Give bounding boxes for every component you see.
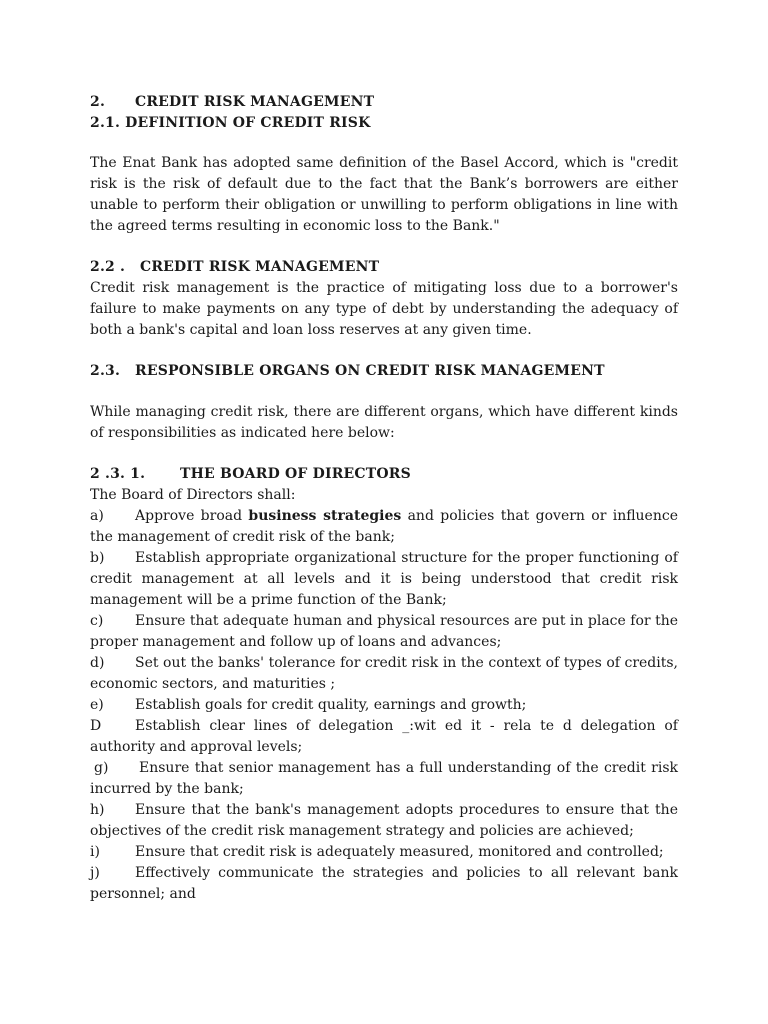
definition-paragraph: The Enat Bank has adopted same definition of the Basel Accord, which is "credit risk is the risk of default due to the fact that the Bank’s borrowers are either unable to perform their obligation or unwilling to perform obligations in line with the agreed terms resulting in economic loss to the Bank." [90, 155, 678, 234]
list-marker: j) [90, 865, 100, 881]
section-number: 2.2 . [90, 259, 126, 275]
list-item-c: c) Ensure that adequate human and physical resources are put in place for the proper management and follow up of loans and advances; [90, 613, 678, 650]
list-marker: b) [90, 550, 105, 566]
section-heading-2-3-1 [90, 464, 678, 485]
list-marker: g) [94, 760, 109, 776]
list-marker: e) [90, 697, 104, 713]
list-item-i: i) Ensure that credit risk is adequately measured, monitored and controlled; [90, 842, 678, 863]
list-item-h: h) Ensure that the bank's management adopts procedures to ensure that the objectives of the credit risk management strategy and policies are achieved; [90, 802, 678, 839]
list-marker: h) [90, 802, 105, 818]
responsible-organs-paragraph: While managing credit risk, there are different organs, which have different kinds of responsibilities as indicated here below: [90, 404, 678, 441]
credit-risk-management-paragraph: Credit risk management is the practice of mitigating loss due to a borrower's failure to make payments on any type of debt by understanding the adequacy of both a bank's capital and loan loss reserves at any given time. [90, 280, 678, 338]
section-heading-2 [90, 92, 678, 113]
list-item-g: g) Ensure that senior management has a full understanding of the credit risk incurred by the bank; [90, 760, 678, 797]
document-page [90, 92, 678, 905]
section-title: DEFINITION OF CREDIT RISK [125, 115, 371, 131]
section-title: THE BOARD OF DIRECTORS [180, 466, 411, 482]
list-marker: d) [90, 655, 105, 671]
section-number: 2 .3. 1. [90, 466, 146, 482]
board-intro: The Board of Directors shall: [90, 487, 296, 503]
section-title: RESPONSIBLE ORGANS ON CREDIT RISK MANAGEMENT [135, 363, 605, 379]
section-heading-2-3 [90, 361, 678, 382]
list-item-e: e) Establish goals for credit quality, earnings and growth; [90, 695, 678, 716]
section-heading-2-1 [90, 113, 678, 134]
section-title: CREDIT RISK MANAGEMENT [140, 259, 380, 275]
section-number: 2. [90, 94, 106, 110]
list-marker: i) [90, 844, 100, 860]
list-marker: D [90, 718, 102, 734]
section-title: CREDIT RISK MANAGEMENT [135, 94, 375, 110]
section-number: 2.1. [90, 115, 121, 131]
list-item-d: d) Set out the banks' tolerance for credit risk in the context of types of credits, economic sectors, and maturities ; [90, 655, 678, 692]
list-item-f: D Establish clear lines of delegation _:wit ed it - rela te d delegation of authority and approval levels; [90, 718, 678, 755]
list-marker: a) [90, 508, 104, 524]
list-marker: c) [90, 613, 104, 629]
section-number: 2.3. [90, 363, 121, 379]
section-heading-2-2 [90, 257, 678, 278]
list-item-a: a) Approve broad business strategies and policies that govern or influence the management of credit risk of the bank; [90, 508, 678, 545]
bold-phrase: business strategies [248, 508, 402, 524]
list-item-b: b) Establish appropriate organizational structure for the proper functioning of credit management at all levels and it is being understood that credit risk management will be a prime function of the Bank; [90, 550, 678, 608]
list-item-j: j) Effectively communicate the strategies and policies to all relevant bank personnel; and [90, 865, 678, 902]
